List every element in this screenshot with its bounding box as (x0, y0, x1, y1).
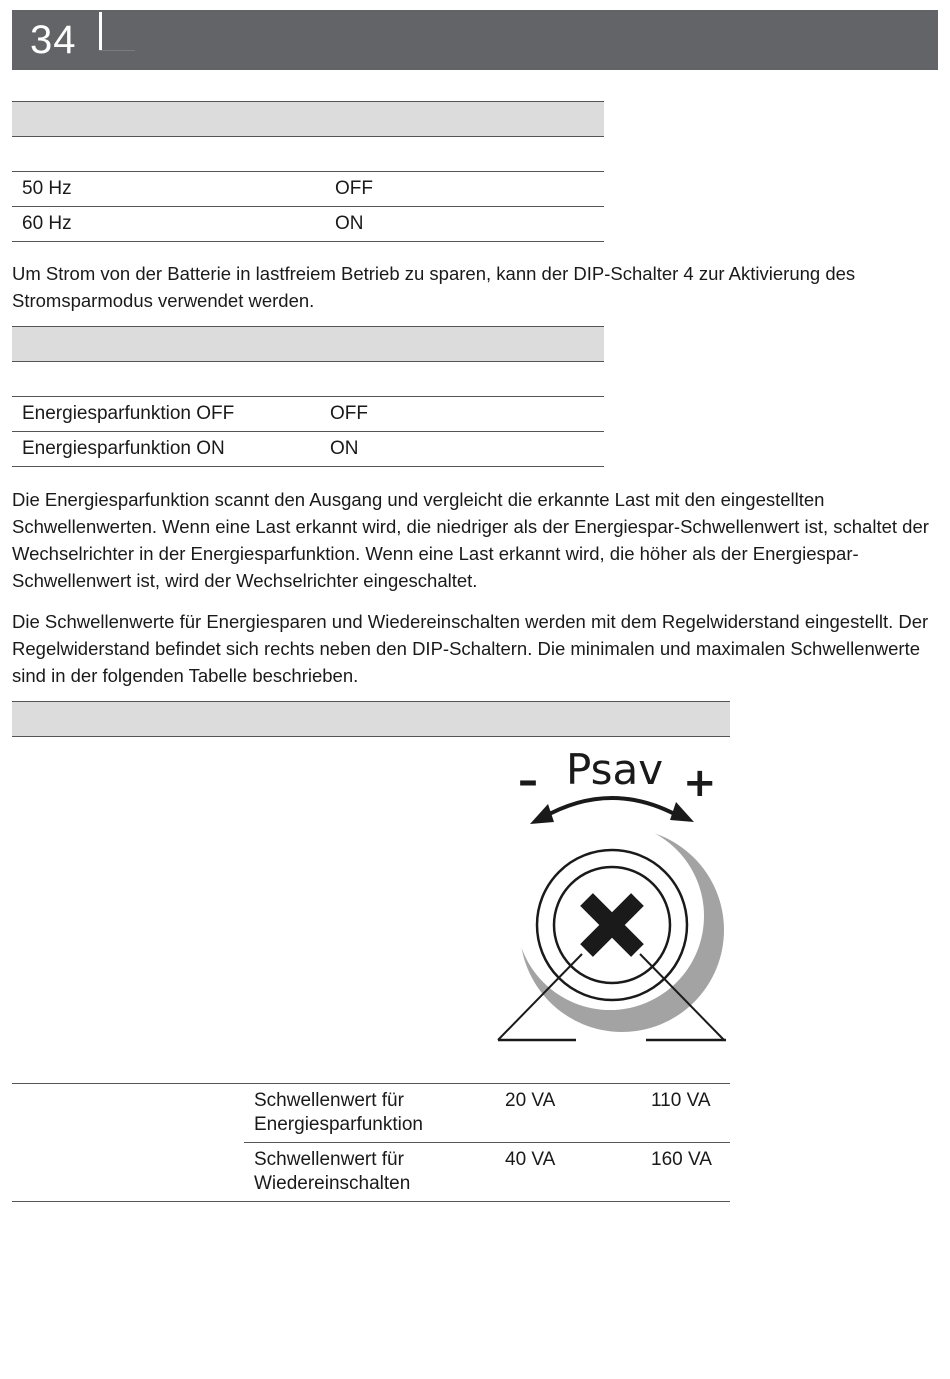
page-header (12, 10, 938, 70)
row-label: Energiesparfunktion OFF (22, 403, 235, 424)
row-value: OFF (330, 403, 368, 424)
table-header (12, 326, 604, 362)
threshold-min: 20 VA (505, 1090, 556, 1111)
potentiometer-diagram (490, 740, 740, 1050)
threshold-max: 160 VA (651, 1149, 712, 1170)
table-rule (12, 1201, 730, 1202)
row-label: 50 Hz (22, 178, 72, 199)
row-label: 60 Hz (22, 213, 72, 234)
threshold-name-line2: Energiesparfunktion (254, 1114, 423, 1135)
row-value: OFF (335, 178, 373, 199)
table-subheader (12, 362, 604, 397)
table-row (12, 432, 604, 467)
threshold-max: 110 VA (651, 1090, 711, 1111)
threshold-name-line1: Schwellenwert für (254, 1090, 404, 1111)
table-row (12, 207, 604, 242)
energy-saving-table (12, 326, 604, 467)
arrow-left-icon (530, 804, 554, 824)
threshold-min: 40 VA (505, 1149, 556, 1170)
description-paragraph: Die Energiesparfunktion scannt den Ausgang und vergleicht die erkannte Last mit den eingestellten Schwellenwerten. Wenn eine Last erkannt wird, die niedriger als der Energiespar-Schwellenwert ist, schaltet der Wechselrichter in der Energiesparfunktion. Wenn eine Last erkannt wird, die höher als der Energiespar-Schwellenwert ist, wird der Wechselrichter eingeschaltet. (12, 489, 929, 591)
plus-sign: + (683, 760, 717, 806)
row-value: ON (335, 213, 364, 234)
header-divider-base (99, 50, 135, 51)
table-header (12, 101, 604, 137)
threshold-paragraph: Die Schwellenwerte für Energiesparen und Wiedereinschalten werden mit dem Regelwiderstand eingestellt. Der Regelwiderstand befindet sich rechts neben den DIP-Schaltern. Die minimalen und maximalen Schwellenwerte sind in der folgenden Tabelle beschrieben. (12, 611, 929, 686)
threshold-table-header (12, 701, 730, 737)
minus-sign: – (518, 758, 538, 804)
table-rule (12, 1083, 730, 1084)
page-number: 34 (30, 18, 77, 62)
threshold-name-line2: Wiedereinschalten (254, 1173, 411, 1194)
table-subheader (12, 137, 604, 172)
table-rule (244, 1142, 730, 1143)
row-value: ON (330, 438, 359, 459)
frequency-table (12, 101, 604, 242)
table-row (12, 172, 604, 207)
intro-paragraph: Um Strom von der Batterie in lastfreiem Betrieb zu sparen, kann der DIP-Schalter 4 zur Aktivierung des Stromsparmodus verwendet werden. (12, 263, 856, 311)
psav-label: Psav (566, 745, 664, 794)
table-header (12, 701, 730, 737)
header-divider (99, 12, 102, 50)
row-label: Energiesparfunktion ON (22, 438, 225, 459)
threshold-name-line1: Schwellenwert für (254, 1149, 404, 1170)
table-row (12, 397, 604, 432)
adjust-arc (542, 798, 682, 818)
